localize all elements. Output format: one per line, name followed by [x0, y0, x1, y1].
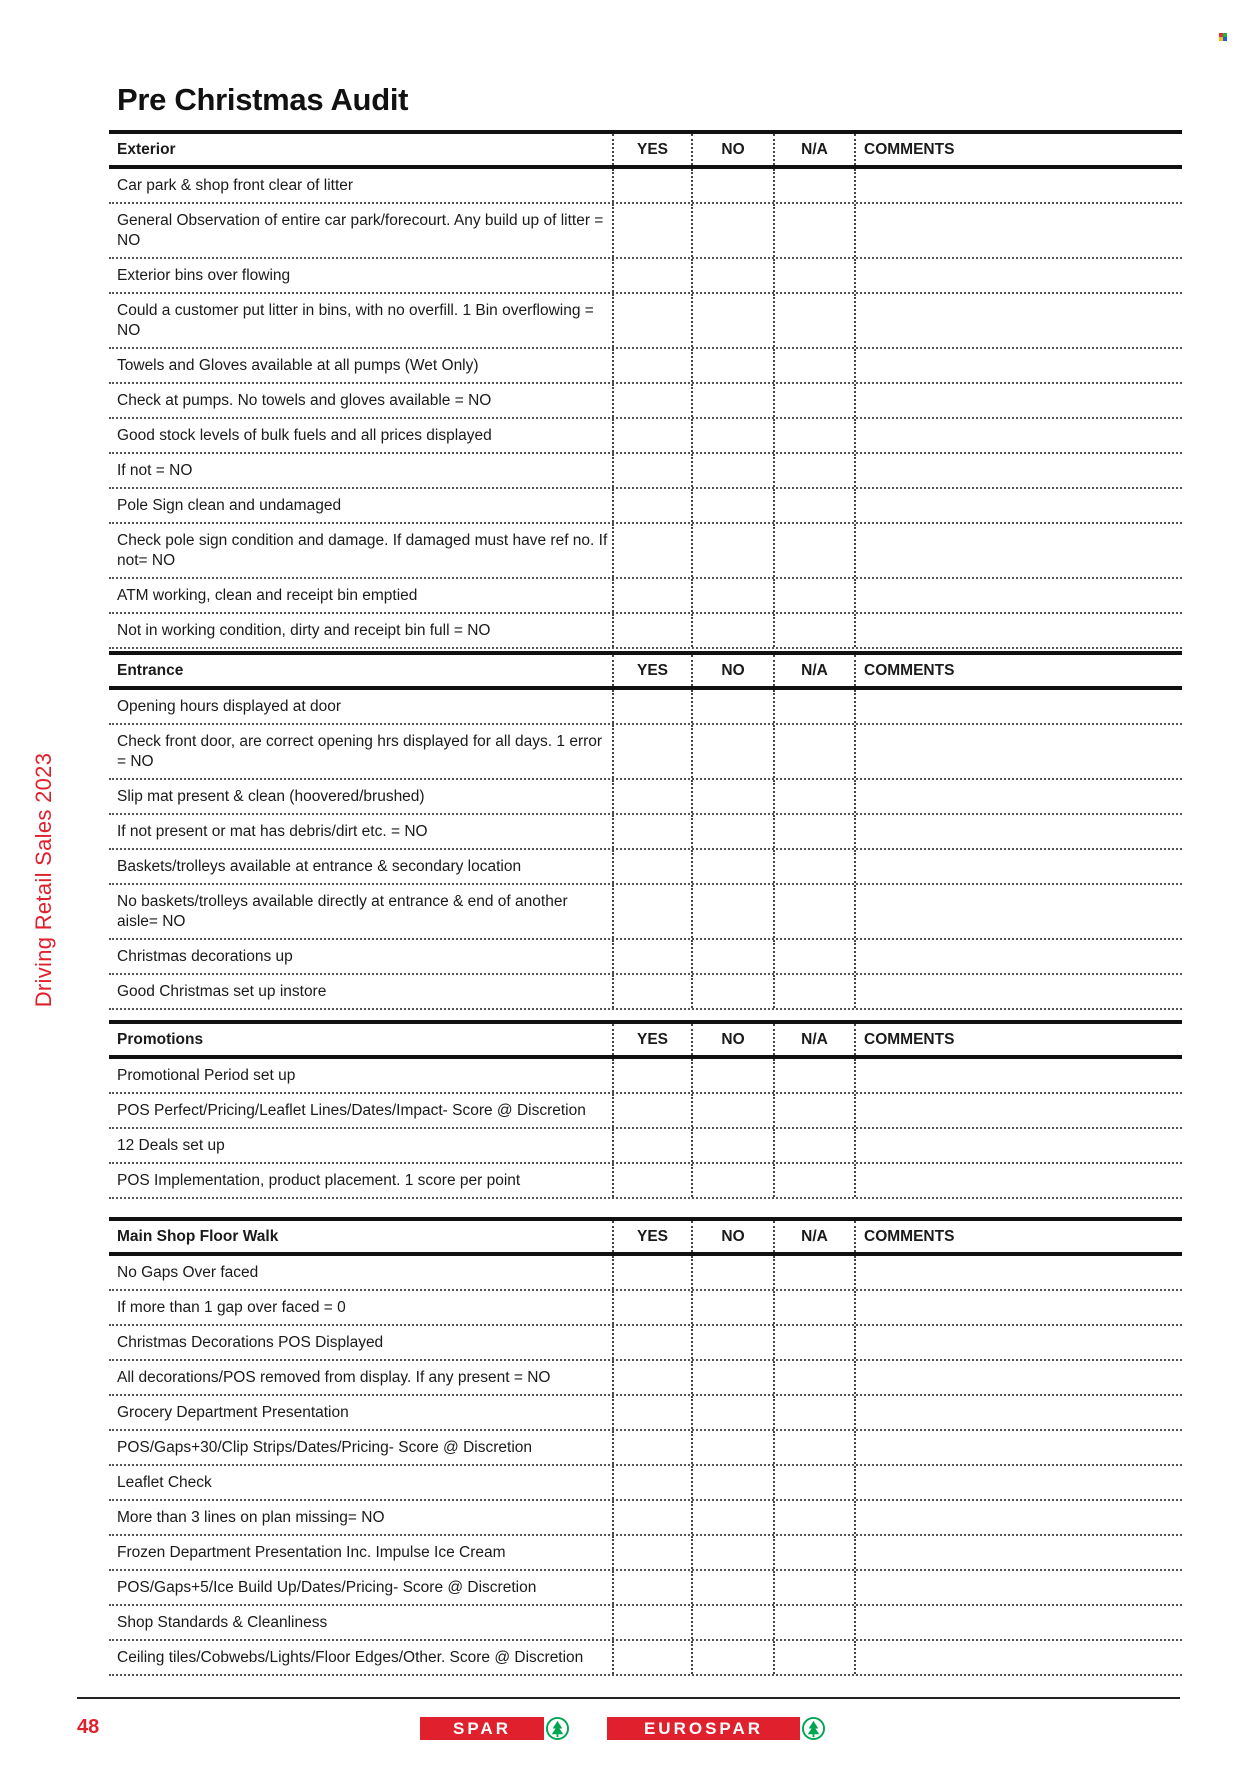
checklist-row [109, 169, 1182, 204]
checklist-row [109, 1501, 1182, 1536]
comments-cell[interactable] [854, 1606, 1182, 1639]
comments-cell[interactable] [854, 815, 1182, 848]
comments-cell[interactable] [854, 1129, 1182, 1162]
column-comments: COMMENTS [854, 655, 1182, 686]
row-label: Ceiling tiles/Cobwebs/Lights/Floor Edges/Other. Score @ Discretion [117, 1649, 584, 1666]
checklist-row [109, 524, 1182, 579]
na-cell[interactable] [773, 524, 854, 577]
eurospar-tree-icon [802, 1717, 825, 1740]
na-cell[interactable] [773, 1256, 854, 1289]
row-label: Grocery Department Presentation [117, 1404, 349, 1421]
section-title: Exterior [117, 140, 176, 158]
yes-cell[interactable] [612, 1361, 691, 1394]
no-cell[interactable] [691, 1396, 773, 1429]
na-cell[interactable] [773, 169, 854, 202]
row-label: Exterior bins over flowing [117, 267, 291, 284]
yes-cell[interactable] [612, 1059, 691, 1092]
checklist-row [109, 1431, 1182, 1466]
no-cell[interactable] [691, 725, 773, 778]
no-cell[interactable] [691, 524, 773, 577]
na-cell[interactable] [773, 1164, 854, 1197]
comments-cell[interactable] [854, 1291, 1182, 1324]
comments-cell[interactable] [854, 1396, 1182, 1429]
comments-cell[interactable] [854, 1536, 1182, 1569]
checklist-row [109, 614, 1182, 649]
no-cell[interactable] [691, 1571, 773, 1604]
comments-cell[interactable] [854, 614, 1182, 647]
na-cell[interactable] [773, 579, 854, 612]
comments-cell[interactable] [854, 1164, 1182, 1197]
section-header [109, 1020, 1182, 1059]
yes-cell[interactable] [612, 419, 691, 452]
checklist-row [109, 1396, 1182, 1431]
column-na: N/A [773, 1024, 854, 1055]
row-label: All decorations/POS removed from display. If any present = NO [117, 1369, 551, 1386]
row-label: No Gaps Over faced [117, 1264, 259, 1281]
row-label: Good Christmas set up instore [117, 983, 327, 1000]
na-cell[interactable] [773, 419, 854, 452]
column-yes: YES [612, 134, 691, 165]
row-label: Good stock levels of bulk fuels and all prices displayed [117, 427, 492, 444]
row-label: Shop Standards & Cleanliness [117, 1614, 328, 1631]
yes-cell[interactable] [612, 1094, 691, 1127]
na-cell[interactable] [773, 1291, 854, 1324]
yes-cell[interactable] [612, 940, 691, 973]
checklist-row [109, 1536, 1182, 1571]
checklist-row [109, 850, 1182, 885]
section-exterior [109, 130, 1182, 649]
checklist-row [109, 419, 1182, 454]
na-cell[interactable] [773, 204, 854, 257]
checklist-row [109, 1606, 1182, 1641]
no-cell[interactable] [691, 885, 773, 938]
row-label: Opening hours displayed at door [117, 698, 342, 715]
comments-cell[interactable] [854, 579, 1182, 612]
spar-logo-text: SPAR [420, 1717, 544, 1740]
column-na: N/A [773, 134, 854, 165]
row-label: Slip mat present & clean (hoovered/brushed) [117, 788, 425, 805]
page-title: Pre Christmas Audit [117, 82, 409, 117]
checklist-row [109, 1164, 1182, 1199]
no-cell[interactable] [691, 1641, 773, 1674]
footer-divider [77, 1697, 1180, 1699]
checklist-row [109, 1326, 1182, 1361]
section-title: Entrance [117, 661, 184, 679]
checklist-row [109, 1466, 1182, 1501]
no-cell[interactable] [691, 1326, 773, 1359]
checklist-row [109, 204, 1182, 259]
column-yes: YES [612, 655, 691, 686]
comments-cell[interactable] [854, 1059, 1182, 1092]
na-cell[interactable] [773, 1466, 854, 1499]
no-cell[interactable] [691, 1164, 773, 1197]
yes-cell[interactable] [612, 384, 691, 417]
yes-cell[interactable] [612, 169, 691, 202]
no-cell[interactable] [691, 1501, 773, 1534]
checklist-row [109, 1361, 1182, 1396]
comments-cell[interactable] [854, 1571, 1182, 1604]
no-cell[interactable] [691, 1094, 773, 1127]
eurospar-logo-text: EUROSPAR [607, 1717, 800, 1740]
section-title: Promotions [117, 1030, 204, 1048]
row-label: ATM working, clean and receipt bin emptied [117, 587, 418, 604]
na-cell[interactable] [773, 349, 854, 382]
comments-cell[interactable] [854, 524, 1182, 577]
no-cell[interactable] [691, 384, 773, 417]
row-label: POS Perfect/Pricing/Leaflet Lines/Dates/Impact- Score @ Discretion [117, 1102, 586, 1119]
na-cell[interactable] [773, 454, 854, 487]
spar-tree-icon [546, 1717, 569, 1740]
na-cell[interactable] [773, 1396, 854, 1429]
yes-cell[interactable] [612, 1501, 691, 1534]
no-cell[interactable] [691, 1606, 773, 1639]
row-label: Check front door, are correct opening hrs displayed for all days. 1 error = NO [117, 733, 603, 770]
comments-cell[interactable] [854, 294, 1182, 347]
checklist-row [109, 975, 1182, 1010]
yes-cell[interactable] [612, 1164, 691, 1197]
no-cell[interactable] [691, 259, 773, 292]
yes-cell[interactable] [612, 885, 691, 938]
row-label: Leaflet Check [117, 1474, 212, 1491]
na-cell[interactable] [773, 1059, 854, 1092]
comments-cell[interactable] [854, 1361, 1182, 1394]
yes-cell[interactable] [612, 489, 691, 522]
row-label: Frozen Department Presentation Inc. Impulse Ice Cream [117, 1544, 506, 1561]
no-cell[interactable] [691, 690, 773, 723]
yes-cell[interactable] [612, 1466, 691, 1499]
comments-cell[interactable] [854, 419, 1182, 452]
yes-cell[interactable] [612, 850, 691, 883]
yes-cell[interactable] [612, 1536, 691, 1569]
checklist-row [109, 1094, 1182, 1129]
checklist-row [109, 349, 1182, 384]
na-cell[interactable] [773, 1536, 854, 1569]
section-promotions [109, 1020, 1182, 1199]
no-cell[interactable] [691, 614, 773, 647]
yes-cell[interactable] [612, 1431, 691, 1464]
na-cell[interactable] [773, 614, 854, 647]
comments-cell[interactable] [854, 1256, 1182, 1289]
yes-cell[interactable] [612, 1571, 691, 1604]
row-label: Check pole sign condition and damage. If damaged must have ref no. If not= NO [117, 532, 608, 569]
row-label: Car park & shop front clear of litter [117, 177, 354, 194]
no-cell[interactable] [691, 1466, 773, 1499]
comments-cell[interactable] [854, 1326, 1182, 1359]
na-cell[interactable] [773, 940, 854, 973]
checklist-row [109, 579, 1182, 614]
na-cell[interactable] [773, 294, 854, 347]
checklist-row [109, 1059, 1182, 1094]
na-cell[interactable] [773, 1431, 854, 1464]
column-comments: COMMENTS [854, 1024, 1182, 1055]
na-cell[interactable] [773, 1641, 854, 1674]
no-cell[interactable] [691, 1361, 773, 1394]
yes-cell[interactable] [612, 1641, 691, 1674]
no-cell[interactable] [691, 489, 773, 522]
comments-cell[interactable] [854, 259, 1182, 292]
comments-cell[interactable] [854, 1431, 1182, 1464]
column-yes: YES [612, 1221, 691, 1252]
no-cell[interactable] [691, 1129, 773, 1162]
row-label: 12 Deals set up [117, 1137, 225, 1154]
no-cell[interactable] [691, 850, 773, 883]
section-header [109, 130, 1182, 169]
comments-cell[interactable] [854, 885, 1182, 938]
na-cell[interactable] [773, 1606, 854, 1639]
yes-cell[interactable] [612, 259, 691, 292]
row-label: More than 3 lines on plan missing= NO [117, 1509, 385, 1526]
no-cell[interactable] [691, 454, 773, 487]
yes-cell[interactable] [612, 1129, 691, 1162]
column-na: N/A [773, 1221, 854, 1252]
checklist-row [109, 780, 1182, 815]
no-cell[interactable] [691, 349, 773, 382]
checklist-row [109, 815, 1182, 850]
yes-cell[interactable] [612, 1326, 691, 1359]
na-cell[interactable] [773, 489, 854, 522]
row-label: Promotional Period set up [117, 1067, 296, 1084]
row-label: If more than 1 gap over faced = 0 [117, 1299, 346, 1316]
section-entrance [109, 651, 1182, 1010]
no-cell[interactable] [691, 169, 773, 202]
yes-cell[interactable] [612, 815, 691, 848]
yes-cell[interactable] [612, 204, 691, 257]
yes-cell[interactable] [612, 1291, 691, 1324]
no-cell[interactable] [691, 1536, 773, 1569]
na-cell[interactable] [773, 384, 854, 417]
comments-cell[interactable] [854, 690, 1182, 723]
na-cell[interactable] [773, 1571, 854, 1604]
checklist-row [109, 725, 1182, 780]
yes-cell[interactable] [612, 294, 691, 347]
na-cell[interactable] [773, 885, 854, 938]
comments-cell[interactable] [854, 725, 1182, 778]
yes-cell[interactable] [612, 780, 691, 813]
rows-container [109, 690, 1182, 1010]
na-cell[interactable] [773, 780, 854, 813]
comments-cell[interactable] [854, 454, 1182, 487]
row-label: Baskets/trolleys available at entrance & secondary location [117, 858, 522, 875]
na-cell[interactable] [773, 1501, 854, 1534]
comments-cell[interactable] [854, 384, 1182, 417]
yes-cell[interactable] [612, 690, 691, 723]
no-cell[interactable] [691, 815, 773, 848]
row-label: General Observation of entire car park/forecourt. Any build up of litter = NO [117, 212, 604, 249]
checklist-row [109, 940, 1182, 975]
section-title: Main Shop Floor Walk [117, 1227, 279, 1245]
comments-cell[interactable] [854, 1466, 1182, 1499]
no-cell[interactable] [691, 1431, 773, 1464]
row-label: Check at pumps. No towels and gloves available = NO [117, 392, 492, 409]
row-label: POS Implementation, product placement. 1 score per point [117, 1172, 521, 1189]
row-label: Pole Sign clean and undamaged [117, 497, 342, 514]
comments-cell[interactable] [854, 1094, 1182, 1127]
no-cell[interactable] [691, 419, 773, 452]
spar-logo [420, 1717, 569, 1740]
yes-cell[interactable] [612, 349, 691, 382]
checklist-row [109, 454, 1182, 489]
yes-cell[interactable] [612, 579, 691, 612]
no-cell[interactable] [691, 780, 773, 813]
comments-cell[interactable] [854, 204, 1182, 257]
checklist-row [109, 690, 1182, 725]
yes-cell[interactable] [612, 1396, 691, 1429]
rows-container [109, 1059, 1182, 1199]
section-main-shop-floor-walk [109, 1217, 1182, 1676]
column-yes: YES [612, 1024, 691, 1055]
section-header [109, 651, 1182, 690]
yes-cell[interactable] [612, 725, 691, 778]
row-label: No baskets/trolleys available directly at entrance & end of another aisle= NO [117, 893, 568, 930]
eurospar-logo [607, 1717, 825, 1740]
na-cell[interactable] [773, 1361, 854, 1394]
no-cell[interactable] [691, 579, 773, 612]
na-cell[interactable] [773, 975, 854, 1008]
checklist-row [109, 1129, 1182, 1164]
comments-cell[interactable] [854, 940, 1182, 973]
checklist-row [109, 1256, 1182, 1291]
section-header [109, 1217, 1182, 1256]
checklist-row [109, 885, 1182, 940]
row-label: If not = NO [117, 462, 193, 479]
comments-cell[interactable] [854, 349, 1182, 382]
checklist-row [109, 294, 1182, 349]
comments-cell[interactable] [854, 1641, 1182, 1674]
row-label: Towels and Gloves available at all pumps (Wet Only) [117, 357, 479, 374]
column-comments: COMMENTS [854, 1221, 1182, 1252]
no-cell[interactable] [691, 975, 773, 1008]
row-label: POS/Gaps+5/Ice Build Up/Dates/Pricing- Score @ Discretion [117, 1579, 537, 1596]
na-cell[interactable] [773, 725, 854, 778]
comments-cell[interactable] [854, 780, 1182, 813]
column-no: NO [691, 134, 773, 165]
na-cell[interactable] [773, 259, 854, 292]
checklist-row [109, 259, 1182, 294]
yes-cell[interactable] [612, 975, 691, 1008]
yes-cell[interactable] [612, 1256, 691, 1289]
side-label: Driving Retail Sales 2023 [31, 752, 56, 1008]
column-comments: COMMENTS [854, 134, 1182, 165]
checklist-row [109, 1571, 1182, 1606]
comments-cell[interactable] [854, 850, 1182, 883]
column-na: N/A [773, 655, 854, 686]
yes-cell[interactable] [612, 614, 691, 647]
no-cell[interactable] [691, 940, 773, 973]
color-swatch-mark [1219, 33, 1228, 42]
na-cell[interactable] [773, 850, 854, 883]
no-cell[interactable] [691, 1256, 773, 1289]
row-label: Not in working condition, dirty and receipt bin full = NO [117, 622, 491, 639]
comments-cell[interactable] [854, 1501, 1182, 1534]
rows-container [109, 169, 1182, 649]
yes-cell[interactable] [612, 1606, 691, 1639]
row-label: Could a customer put litter in bins, with no overfill. 1 Bin overflowing = NO [117, 302, 594, 339]
checklist-row [109, 489, 1182, 524]
no-cell[interactable] [691, 1291, 773, 1324]
comments-cell[interactable] [854, 169, 1182, 202]
row-label: Christmas decorations up [117, 948, 293, 965]
checklist-row [109, 1291, 1182, 1326]
column-no: NO [691, 1221, 773, 1252]
column-no: NO [691, 655, 773, 686]
rows-container [109, 1256, 1182, 1676]
column-no: NO [691, 1024, 773, 1055]
row-label: If not present or mat has debris/dirt etc. = NO [117, 823, 428, 840]
na-cell[interactable] [773, 1094, 854, 1127]
row-label: POS/Gaps+30/Clip Strips/Dates/Pricing- Score @ Discretion [117, 1439, 533, 1456]
yes-cell[interactable] [612, 524, 691, 577]
no-cell[interactable] [691, 1059, 773, 1092]
na-cell[interactable] [773, 1129, 854, 1162]
na-cell[interactable] [773, 690, 854, 723]
comments-cell[interactable] [854, 489, 1182, 522]
checklist-row [109, 1641, 1182, 1676]
yes-cell[interactable] [612, 454, 691, 487]
row-label: Christmas Decorations POS Displayed [117, 1334, 384, 1351]
na-cell[interactable] [773, 1326, 854, 1359]
checklist-row [109, 384, 1182, 419]
no-cell[interactable] [691, 294, 773, 347]
no-cell[interactable] [691, 204, 773, 257]
page-number: 48 [77, 1716, 100, 1738]
na-cell[interactable] [773, 815, 854, 848]
comments-cell[interactable] [854, 975, 1182, 1008]
